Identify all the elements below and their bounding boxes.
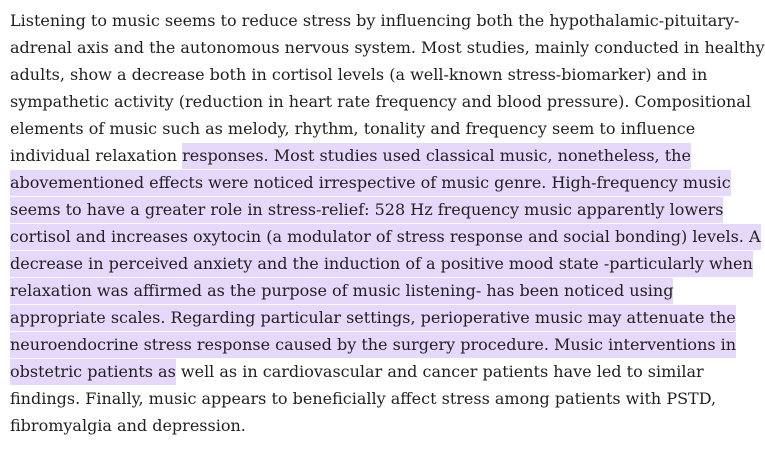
text-line: [10, 250, 753, 277]
text-line: [10, 196, 724, 223]
highlighted-text: responses. Most studies used classical music, nonetheless, the: [182, 143, 691, 169]
text-line: [10, 385, 717, 412]
text-line: [10, 358, 704, 385]
text-plain: findings. Finally, music appears to beneficially affect stress among patients with PSTD,: [10, 389, 717, 408]
text-line: [10, 142, 691, 169]
text-line: [10, 223, 761, 250]
text-line: [10, 7, 740, 34]
highlighted-text: neuroendocrine stress response caused by the surgery procedure. Music interventions in: [10, 332, 736, 358]
highlighted-text: cortisol and increases oxytocin (a modulator of stress response and social bonding) levels. A: [10, 224, 761, 250]
text-plain: adrenal axis and the autonomous nervous system. Most studies, mainly conducted in healthy: [10, 38, 765, 57]
text-line: [10, 277, 678, 304]
document-paragraph: [10, 7, 765, 439]
text-plain: individual relaxation: [10, 146, 183, 165]
text-line: [10, 88, 751, 115]
highlighted-text: relaxation was affirmed as the purpose of music listening- has been noticed using: [10, 278, 673, 304]
text-plain: elements of music such as melody, rhythm, tonality and frequency seem to influence: [10, 119, 696, 138]
text-line: [10, 34, 765, 61]
text-plain: fibromyalgia and depression.: [10, 416, 246, 435]
text-after: well as in cardiovascular and cancer patients have led to similar: [175, 362, 704, 381]
text-line: [10, 61, 708, 88]
text-plain: sympathetic activity (reduction in heart rate frequency and blood pressure). Compositional: [10, 92, 751, 111]
text-line: [10, 115, 696, 142]
text-line: [10, 331, 737, 358]
text-line: [10, 412, 678, 439]
highlighted-text: obstetric patients as: [10, 359, 176, 385]
text-plain: adults, show a decrease both in cortisol levels (a well-known stress-biomarker) and in: [10, 65, 708, 84]
highlighted-text: abovementioned effects were noticed irrespective of music genre. High-frequency music: [10, 170, 731, 196]
text-line: [10, 304, 736, 331]
highlighted-text: appropriate scales. Regarding particular settings, perioperative music may attenuate the: [10, 305, 736, 331]
text-plain: Listening to music seems to reduce stress by influencing both the hypothalamic-pituitary-: [10, 11, 740, 30]
highlighted-text: seems to have a greater role in stress-relief: 528 Hz frequency music apparently lowers: [10, 197, 723, 223]
text-line: [10, 169, 731, 196]
highlighted-text: decrease in perceived anxiety and the induction of a positive mood state -particularly when: [10, 251, 753, 277]
